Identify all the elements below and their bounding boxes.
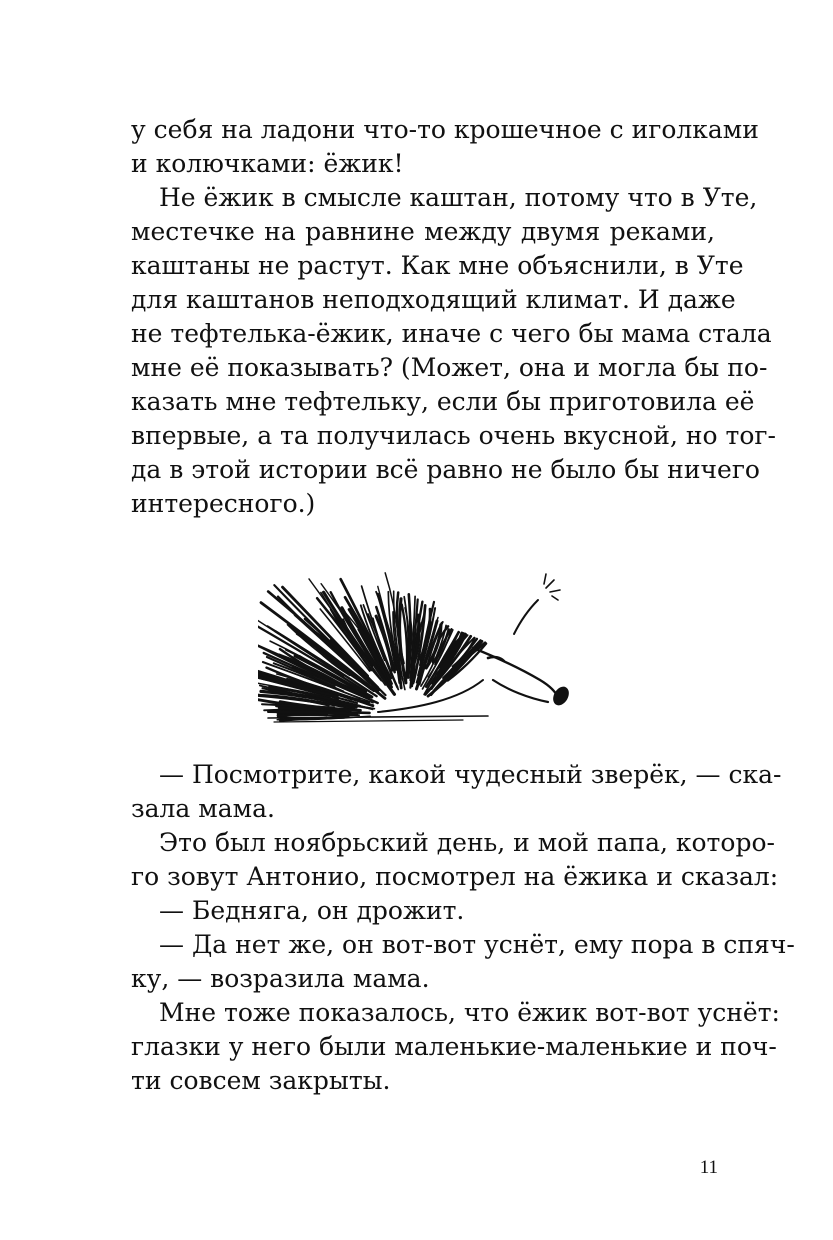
text-line: мне её показывать? (Может, она и могла бы по- [131, 353, 768, 382]
text-line: Не ёжик в смысле каштан, потому что в Уте, [159, 183, 758, 212]
text-line: казать мне тефтельку, если бы приготовила её [131, 387, 755, 416]
text-line: ку, — возразила мама. [131, 964, 430, 993]
text-line: Мне тоже показалось, что ёжик вот-вот уснёт: [159, 998, 780, 1027]
text-line: для каштанов неподходящий климат. И даже [131, 285, 736, 314]
text-line: ти совсем закрыты. [131, 1066, 391, 1095]
text-line: Это был ноябрьский день, и мой папа, которо- [159, 828, 775, 857]
text-line: и колючками: ёжик! [131, 149, 404, 178]
text-line: у себя на ладони что-то крошечное с иголками [131, 115, 759, 144]
text-line: местечке на равнине между двумя реками, [131, 217, 715, 246]
hedgehog-quills [258, 573, 486, 721]
text-line: го зовут Антонио, посмотрел на ёжика и сказал: [131, 862, 779, 891]
hedgehog-illustration [258, 530, 578, 735]
quill-stroke [278, 715, 360, 716]
text-line: глазки у него были маленькие-маленькие и поч- [131, 1032, 777, 1061]
text-line: интересного.) [131, 489, 316, 518]
paragraph-block-top [131, 113, 776, 521]
text-line: не тефтелька-ёжик, иначе с чего бы мама стала [131, 319, 772, 348]
text-line: — Бедняга, он дрожит. [159, 896, 465, 925]
text-line: зала мама. [131, 794, 275, 823]
text-line: впервые, а та получилась очень вкусной, но тог- [131, 421, 776, 450]
page-number: 11 [699, 1157, 718, 1178]
text-line: — Да нет же, он вот-вот уснёт, ему пора в спяч- [159, 930, 795, 959]
text-line: да в этой истории всё равно не было бы ничего [131, 455, 760, 484]
text-line: каштаны не растут. Как мне объяснили, в Уте [131, 251, 744, 280]
hedgehog-nose [550, 684, 572, 708]
text-line: — Посмотрите, какой чудесный зверёк, — ска- [159, 760, 782, 789]
paragraph-block-bottom [131, 758, 795, 1098]
